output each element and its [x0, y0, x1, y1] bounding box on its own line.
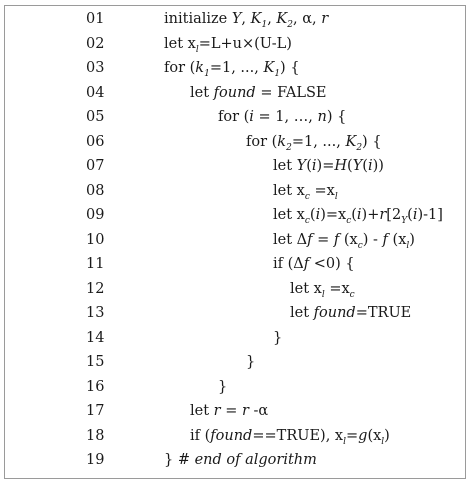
line-number: 10 [86, 231, 105, 248]
code-text: let r = r -α [190, 403, 269, 419]
code-text: let Y(i)=H(Y(i)) [273, 158, 384, 174]
line-number: 16 [86, 378, 105, 395]
line-number: 08 [86, 182, 105, 199]
line-number: 18 [86, 427, 105, 444]
line-number: 15 [86, 354, 105, 370]
line-number: 01 [86, 11, 105, 27]
line-number: 06 [86, 133, 105, 150]
code-text: } [273, 329, 283, 346]
code-text: if (found==TRUE), $x_l=g(x_l)$ [190, 427, 390, 447]
line-number: 03 [86, 60, 105, 76]
code-text: for ($k_1=1$, ..., $K_1$) { [164, 60, 300, 79]
code-text: let found=TRUE [290, 305, 412, 321]
code-text: initialize Y, $K_1$, $K_2$, α, r [164, 11, 329, 30]
code-text: let $x_l=L+u\times(U-L)$ [164, 35, 292, 55]
line-number: 02 [86, 35, 105, 52]
line-number: 09 [86, 207, 105, 223]
line-number: 14 [86, 329, 105, 346]
code-text: let $x_c =x_l$ [273, 182, 338, 202]
code-text: if (Δf <0) { [273, 256, 355, 272]
code-text: } # end of algorithm [164, 452, 317, 468]
code-text: for ($k_2=1$, ..., $K_2$) { [246, 133, 382, 153]
line-number: 04 [86, 84, 105, 101]
line-number: 19 [86, 452, 105, 468]
line-number: 05 [86, 109, 105, 125]
code-text: let $x_c(i)=x_c(i)+r[2_Y(i)-1]$ [273, 207, 443, 226]
code-text: for (i = 1, …, n) { [218, 109, 347, 125]
code-text: } [246, 354, 256, 370]
code-text: let found = FALSE [190, 84, 327, 101]
code-text: let $x_l =x_c$ [290, 280, 355, 300]
line-number: 17 [86, 403, 105, 419]
line-number: 11 [86, 256, 105, 272]
line-number: 12 [86, 280, 105, 297]
line-number: 13 [86, 305, 105, 321]
line-number: 07 [86, 158, 105, 174]
code-text: } [218, 378, 228, 395]
code-text: let Δf = f $(x_c)$ - f $(x_l)$ [273, 231, 415, 251]
